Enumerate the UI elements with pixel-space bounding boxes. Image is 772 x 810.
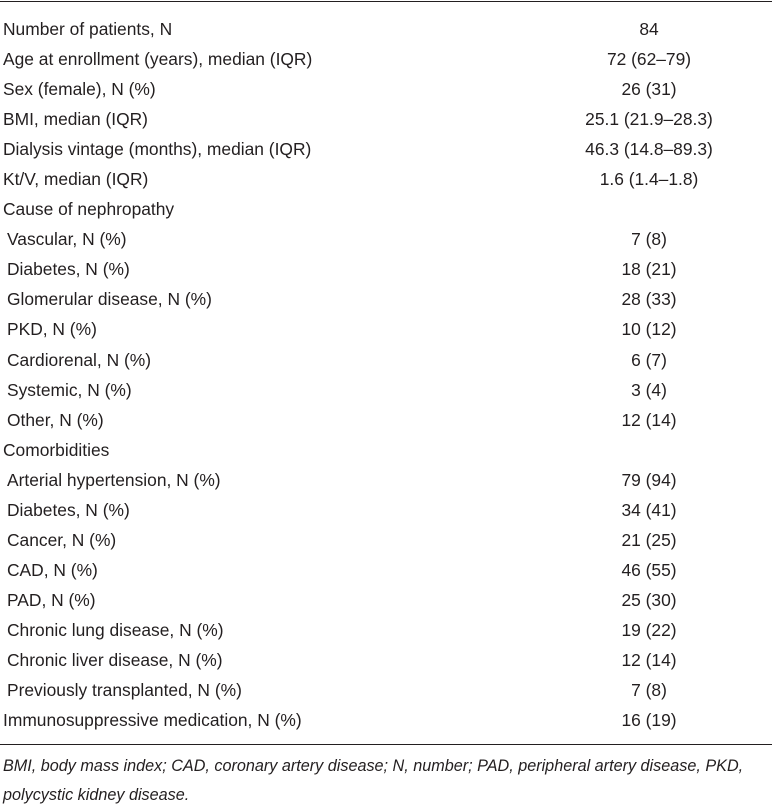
table-row bbox=[0, 615, 772, 645]
table-row bbox=[0, 405, 772, 435]
row-value: 25.1 (21.9–28.3) bbox=[585, 109, 713, 130]
row-label: PAD, N (%) bbox=[7, 589, 96, 610]
row-value: 7 (8) bbox=[631, 680, 667, 701]
row-label: Arterial hypertension, N (%) bbox=[7, 469, 221, 490]
section-label: Comorbidities bbox=[3, 439, 110, 460]
row-label: Cardiorenal, N (%) bbox=[7, 349, 151, 370]
row-value: 3 (4) bbox=[631, 379, 667, 400]
row-value: 46.3 (14.8–89.3) bbox=[585, 139, 713, 160]
table-body bbox=[0, 14, 772, 735]
table-row bbox=[0, 164, 772, 194]
row-value: 7 (8) bbox=[631, 229, 667, 250]
row-label: Other, N (%) bbox=[7, 409, 104, 430]
table-row bbox=[0, 134, 772, 164]
row-value: 19 (22) bbox=[621, 619, 677, 640]
row-label: Immunosuppressive medication, N (%) bbox=[3, 710, 302, 731]
table-row bbox=[0, 314, 772, 344]
row-label: Kt/V, median (IQR) bbox=[3, 169, 149, 190]
row-value: 72 (62–79) bbox=[606, 49, 692, 70]
section-header-cause-of-nephropathy bbox=[0, 194, 772, 224]
table-row bbox=[0, 525, 772, 555]
row-value: 84 bbox=[639, 19, 659, 39]
row-label: PKD, N (%) bbox=[7, 319, 97, 340]
row-value: 18 (21) bbox=[621, 259, 677, 280]
row-label: Sex (female), N (%) bbox=[3, 79, 156, 100]
table-row bbox=[0, 104, 772, 134]
row-label: Cancer, N (%) bbox=[7, 529, 117, 550]
table-footnote: BMI, body mass index; CAD, coronary artery disease; N, number; PAD, peripheral artery disease, PKD, polycystic kidney disease. bbox=[3, 757, 744, 804]
table-row bbox=[0, 555, 772, 585]
table-bottom-rule bbox=[0, 744, 772, 745]
row-value: 79 (94) bbox=[621, 469, 677, 490]
table-row bbox=[0, 585, 772, 615]
table-row bbox=[0, 495, 772, 525]
table-row bbox=[0, 675, 772, 705]
row-value: 12 (14) bbox=[621, 409, 677, 430]
row-value: 10 (12) bbox=[621, 319, 677, 340]
section-label: Cause of nephropathy bbox=[3, 199, 175, 220]
table-top-rule bbox=[0, 1, 772, 2]
row-label: Diabetes, N (%) bbox=[7, 499, 130, 520]
row-label: Dialysis vintage (months), median (IQR) bbox=[3, 139, 312, 160]
table-row bbox=[0, 224, 772, 254]
row-value: 25 (30) bbox=[621, 589, 677, 610]
table-row bbox=[0, 345, 772, 375]
row-label: Previously transplanted, N (%) bbox=[7, 680, 242, 701]
row-value: 26 (31) bbox=[621, 79, 677, 100]
table-row bbox=[0, 74, 772, 104]
table-row bbox=[0, 645, 772, 675]
row-value: 16 (19) bbox=[621, 710, 677, 731]
row-value: 6 (7) bbox=[631, 349, 667, 370]
table-row bbox=[0, 14, 772, 44]
row-value: 46 (55) bbox=[621, 559, 677, 580]
row-value: 34 (41) bbox=[621, 499, 677, 520]
row-label: Vascular, N (%) bbox=[7, 229, 127, 250]
row-label: Chronic liver disease, N (%) bbox=[7, 649, 223, 670]
table-row bbox=[0, 284, 772, 314]
row-label: Chronic lung disease, N (%) bbox=[7, 619, 224, 640]
row-value: 28 (33) bbox=[621, 289, 677, 310]
row-value: 21 (25) bbox=[621, 529, 677, 550]
row-label: Number of patients, N bbox=[3, 19, 173, 39]
row-label: BMI, median (IQR) bbox=[3, 109, 148, 130]
table-row bbox=[0, 375, 772, 405]
row-value: 12 (14) bbox=[621, 649, 677, 670]
table-row bbox=[0, 254, 772, 284]
table-row bbox=[0, 705, 772, 735]
row-label: Glomerular disease, N (%) bbox=[7, 289, 212, 310]
row-value: 1.6 (1.4–1.8) bbox=[599, 169, 699, 190]
row-label: Diabetes, N (%) bbox=[7, 259, 130, 280]
row-label: Age at enrollment (years), median (IQR) bbox=[3, 49, 313, 70]
row-label: CAD, N (%) bbox=[7, 559, 98, 580]
section-header-comorbidities bbox=[0, 435, 772, 465]
table-row bbox=[0, 465, 772, 495]
row-label: Systemic, N (%) bbox=[7, 379, 132, 400]
table-row bbox=[0, 44, 772, 74]
